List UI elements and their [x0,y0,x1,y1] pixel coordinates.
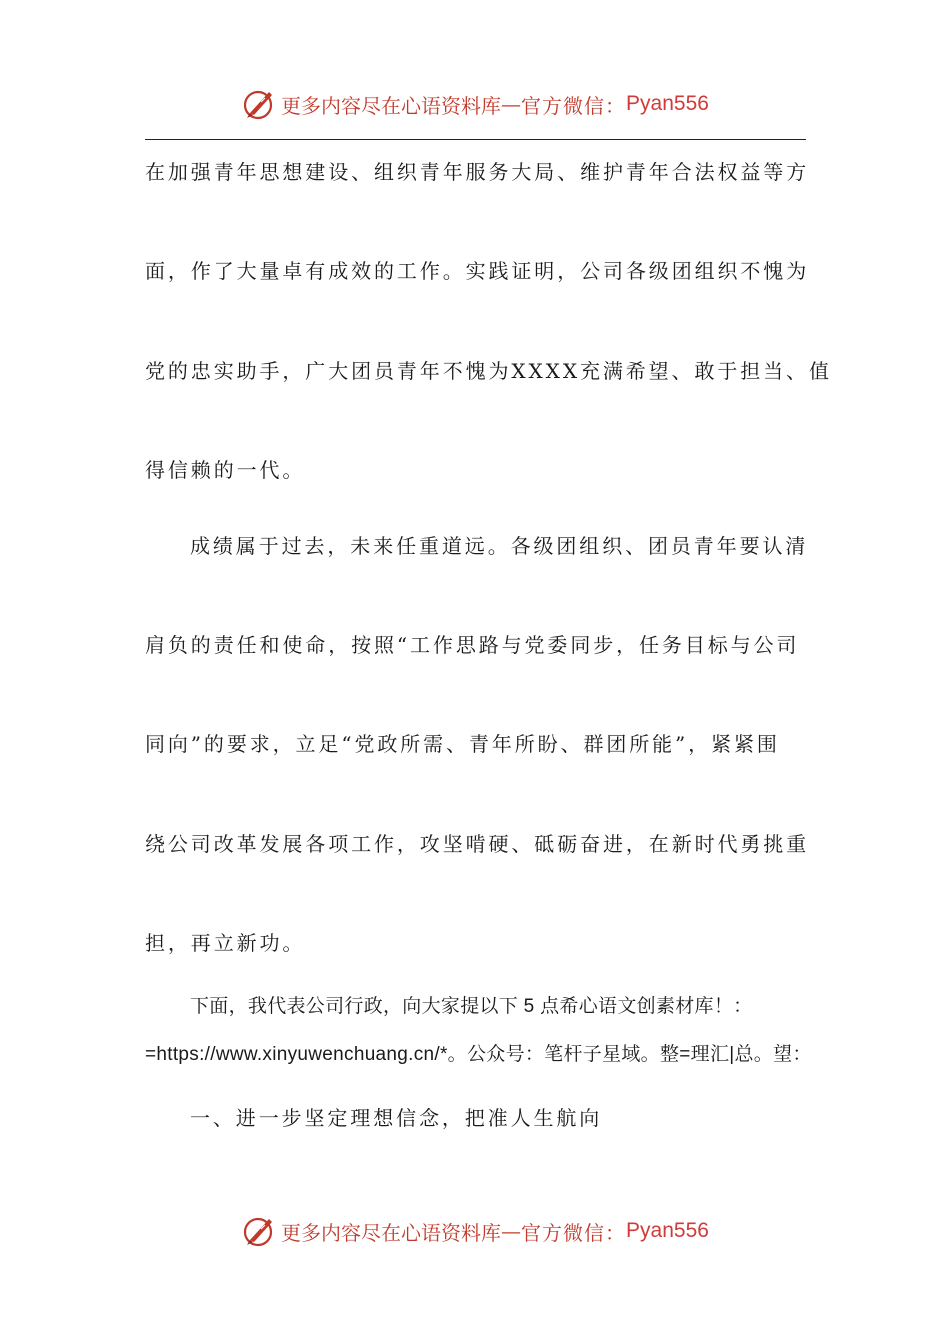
watermark-dash: — [501,1219,522,1243]
watermark-wechat-label: 官方微信： [521,1220,627,1245]
header-rule [145,139,806,140]
body-line: 绕公司改革发展各项工作，攻坚啃硬、砥砺奋进，在新时代勇挑重 [145,832,810,856]
body-line: 同向”的要求，立足“党政所需、青年所盼、群团所能”，紧紧围 [145,732,780,756]
body-line: 成绩属于过去，未来任重道远。各级团组织、团员青年要认清 [190,534,809,558]
body-line: 肩负的责任和使命，按照“工作思路与党委同步，任务目标与公司 [145,633,800,657]
watermark-wechat-label: 官方微信： [521,93,627,118]
watermark-text: 更多内容尽在心语资料库 [281,1220,502,1245]
body-line: 得信赖的一代。 [145,458,306,482]
body-line: 面，作了大量卓有成效的工作。实践证明，公司各级团组织不愧为 [145,259,810,283]
watermark-dash: — [501,92,522,116]
quill-pen-circle-icon [241,86,277,122]
body-line: 在加强青年思想建设、组织青年服务大局、维护青年合法权益等方 [145,160,810,184]
quill-pen-circle-icon [241,1213,277,1249]
body-line: 党的忠实助手，广大团员青年不愧为XXXX充满希望、敢于担当、值 [145,359,832,383]
watermark-text: 更多内容尽在心语资料库 [281,93,502,118]
watermark-wechat-id: Pyan556 [626,1219,709,1242]
body-line: =https://www.xinyuwenchuang.cn/*。公众号：笔杆子星域。整=理汇|总。望： [145,1044,812,1065]
watermark-wechat-id: Pyan556 [626,92,709,115]
header-watermark [0,84,950,124]
section-heading: 一、进一步坚定理想信念，把准人生航向 [190,1106,603,1130]
body-line: 下面，我代表公司行政，向大家提以下 5 点希心语文创素材库！： [190,996,753,1017]
footer-watermark [0,1211,950,1251]
body-line: 担，再立新功。 [145,931,306,955]
